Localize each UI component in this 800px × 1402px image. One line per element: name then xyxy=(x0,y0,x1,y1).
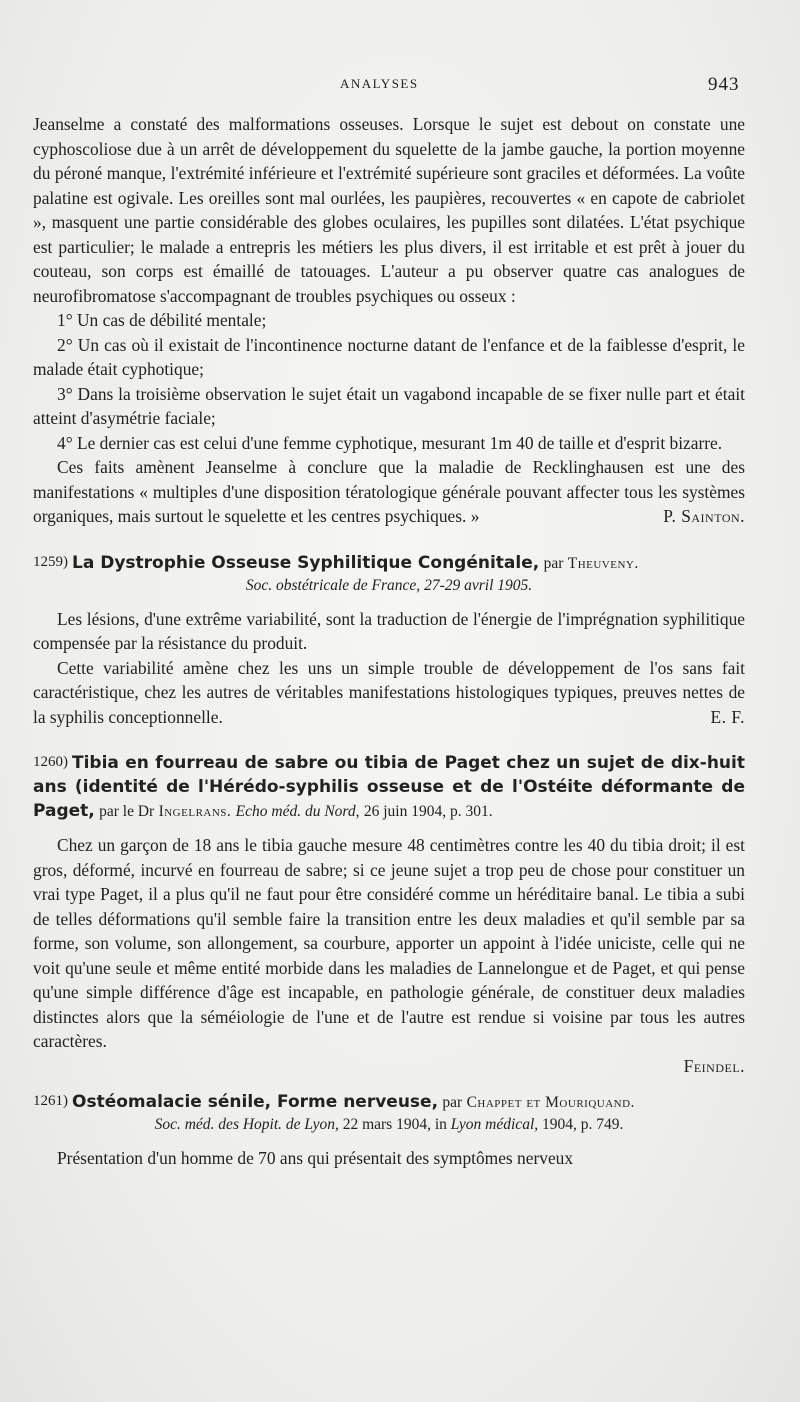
entry-journal: Soc. méd. des Hopit. de Lyon, xyxy=(154,1116,339,1133)
abstract-entry xyxy=(33,1090,745,1171)
abstract-entry xyxy=(33,751,745,1078)
entry-author: Chappet et Mouriquand. xyxy=(466,1094,635,1111)
entry-body xyxy=(33,1146,745,1171)
entry-author: Theuveny. xyxy=(567,554,639,572)
list-item: 2° Un cas où il existait de l'incontinence nocturne datant de l'enfance et de la faiblesse d'esprit, le malade était cyphotique; xyxy=(33,334,745,379)
running-title: ANALYSES xyxy=(340,76,419,91)
entry-title: La Dystrophie Osseuse Syphilitique Congénitale, xyxy=(72,552,540,573)
entry-number: 1259) xyxy=(33,553,68,570)
entry-by: par xyxy=(442,1094,463,1111)
entry-reference xyxy=(33,575,745,597)
entry-body xyxy=(33,607,745,730)
list-item: 3° Dans la troisième observation le sujet était un vagabond incapable de se fixer nulle part et était atteint d'asymétrie faciale; xyxy=(33,383,745,428)
entry-heading xyxy=(33,551,745,575)
page-content xyxy=(33,112,745,1171)
entry-journal: Echo méd. du Nord, xyxy=(235,803,360,820)
entry-title: Tibia en fourreau de sabre ou tibia de Paget chez un sujet de dix-huit ans (identité de l'Hérédo-syphilis osseuse et de l'Ostéite déformante de Paget, xyxy=(33,753,745,821)
list-item: 1° Un cas de débilité mentale; xyxy=(57,310,267,330)
entry-reference xyxy=(33,1114,745,1136)
entry-paragraph: Présentation d'un homme de 70 ans qui présentait des symptômes nerveux xyxy=(57,1148,574,1168)
signature: E. F. xyxy=(710,706,745,727)
conclusion-paragraph xyxy=(33,455,745,529)
entry-by: par xyxy=(543,554,564,572)
entry-paragraph xyxy=(33,656,745,730)
continuation-paragraph: Jeanselme a constaté des malformations osseuses. Lorsque le sujet est debout on constate une cyphoscoliose due à un arrêt de développement du squelette de la jambe gauche, la portion moyenne du péroné manque, l'extrémité inférieure et l'extrémité supérieure sont graciles et déformées. La voûte palatine est ogivale. Les oreilles sont mal ourlées, les paupières, recouvertes « en capote de cabriolet », masquent une partie considérable des globes oculaires, les pupilles sont dilatées. L'état psychique est particulier; le malade a entrepris les métiers les plus divers, il est irritable et est prêt à jouer du couteau, son corps est émaillé de tatouages. L'auteur a pu observer quatre cas analogues de neurofibromatose s'accompagnant de troubles psychiques ou osseux : xyxy=(33,114,745,306)
page-header xyxy=(0,74,800,98)
entry-author: Ingelrans. xyxy=(158,803,232,820)
abstract-entry xyxy=(33,551,745,730)
entry-date-secondary: 1904, p. 749. xyxy=(542,1116,624,1133)
entry-journal-secondary: Lyon médical, xyxy=(450,1116,539,1133)
entry-date: 27-29 avril 1905. xyxy=(424,576,533,594)
entry-body xyxy=(33,833,745,1078)
entry-title: Ostéomalacie sénile, Forme nerveuse, xyxy=(72,1092,439,1112)
entry-by: par le Dr xyxy=(99,803,155,820)
entry-date: 22 mars 1904, in xyxy=(342,1116,447,1133)
list-item: 4° Le dernier cas est celui d'une femme cyphotique, mesurant 1m 40 de taille et d'esprit bizarre. xyxy=(57,432,723,453)
page-number: 943 xyxy=(708,74,740,95)
signature: P. Sainton. xyxy=(663,506,745,526)
entry-number: 1261) xyxy=(33,1093,68,1109)
entry-heading xyxy=(33,751,745,823)
conclusion-text: Ces faits amènent Jeanselme à conclure que la maladie de Recklinghausen est une des manifestations « multiples d'une disposition tératologique générale pouvant affecter tous les systèmes organiques, mais surtout le squelette et les centres psychiques. » xyxy=(33,457,745,526)
entry-journal: Soc. obstétricale de France, xyxy=(245,576,421,594)
entry-paragraph-text: Cette variabilité amène chez les uns un simple trouble de développement de l'os sans fait caractéristique, chez les autres de véritables manifestations histologiques typiques, preuves nettes de la syphilis conceptionnelle. xyxy=(33,657,745,727)
entry-number: 1260) xyxy=(33,754,68,770)
entry-heading xyxy=(33,1090,745,1114)
signature: Feindel. xyxy=(683,1055,745,1076)
entry-date: 26 juin 1904, p. 301. xyxy=(363,803,493,820)
entry-paragraph: Chez un garçon de 18 ans le tibia gauche mesure 48 centimètres contre les 40 du tibia droit; il est gros, déformé, incurvé en fourreau de sabre; si ce jeune sujet a trop peu de chose pour constituer un vrai type Paget, il a plus qu'il ne faut pour être considéré comme un héréditaire banal. Le tibia a subi de telles déformations qu'il semble faire la transition entre les deux maladies et qu'il semble par sa forme, son volume, son allongement, sa courbure, apporter un appoint à l'idée uniciste, celle qui ne voit qu'une seule et même entité morbide dans les maladies de Lannelongue et de Paget, et qui pense qu'une simple différence d'âge est incapable, en pathologie générale, de constituer deux maladies distinctes alors que la séméiologie de l'une et de l'autre est rendue si voisine par tous les autres caractères. xyxy=(33,835,745,1051)
entry-paragraph: Les lésions, d'une extrême variabilité, sont la traduction de l'énergie de l'imprégnation syphilitique compensée par la résistance du produit. xyxy=(33,608,745,653)
